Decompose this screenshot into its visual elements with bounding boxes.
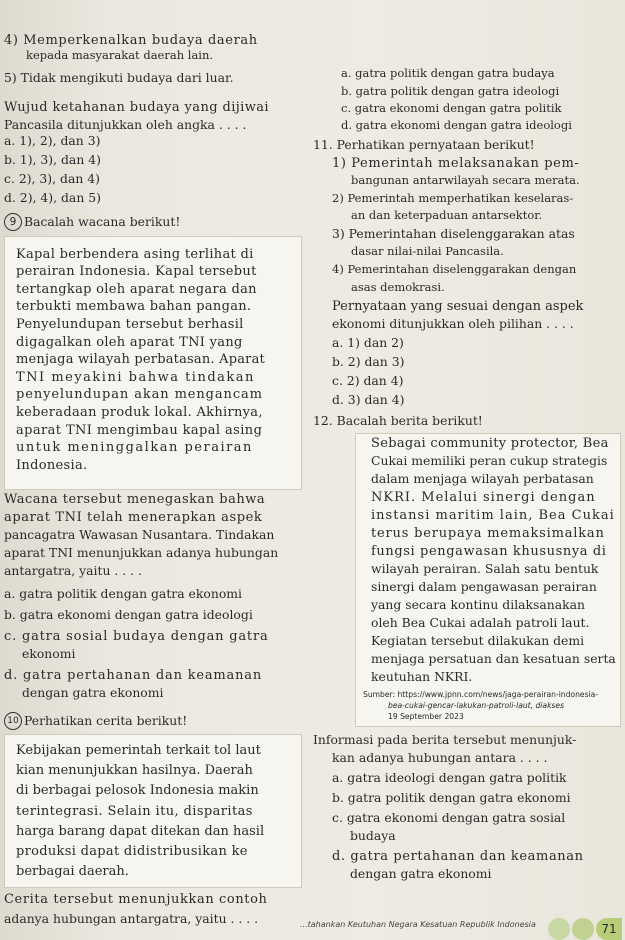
q9-passage-line: aparat TNI mengimbau kapal asing bbox=[16, 423, 263, 438]
q10-passage-line: terintegrasi. Selain itu, disparitas bbox=[16, 804, 253, 819]
q9-option-d: d. gatra pertahanan dan keamanan bbox=[4, 668, 263, 683]
q11-item-cont: bangunan antarwilayah secara merata. bbox=[351, 173, 580, 187]
q9-stem-line: aparat TNI telah menerapkan aspek bbox=[4, 510, 263, 525]
q12-option-b: b. gatra politik dengan gatra ekonomi bbox=[332, 790, 571, 805]
q9-passage-line: penyelundupan akan mengancam bbox=[16, 387, 263, 402]
q12-stem-line: kan adanya hubungan antara . . . . bbox=[332, 750, 548, 765]
q12-passage-line: fungsi pengawasan khususnya di bbox=[371, 544, 607, 559]
q12-passage-line: instansi maritim lain, Bea Cukai bbox=[371, 508, 615, 523]
q12-option-c-cont: budaya bbox=[350, 828, 396, 843]
q11-item-cont: dasar nilai-nilai Pancasila. bbox=[351, 244, 504, 258]
q12-stem-line: Informasi pada berita tersebut menunjuk- bbox=[313, 732, 577, 747]
q11-stem-line: Pernyataan yang sesuai dengan aspek bbox=[332, 299, 584, 314]
q4-stem-line-1: Wujud ketahanan budaya yang dijiwai bbox=[4, 100, 269, 115]
q10-stem-line: adanya hubungan antargatra, yaitu . . . . bbox=[4, 911, 259, 926]
q8-option-a: a. gatra politik dengan gatra budaya bbox=[341, 66, 555, 80]
q12-option-c: c. gatra ekonomi dengan gatra sosial bbox=[332, 810, 566, 825]
q9-option-d-cont: dengan gatra ekonomi bbox=[22, 685, 164, 700]
q11-item: 1) Pemerintah melaksanakan pem- bbox=[332, 156, 580, 171]
q9-passage-line: digagalkan oleh aparat TNI yang bbox=[16, 335, 243, 350]
q12-passage-line: wilayah perairan. Salah satu bentuk bbox=[371, 561, 599, 576]
q11-item-cont: asas demokrasi. bbox=[351, 280, 445, 294]
q12-passage-line: oleh Bea Cukai adalah patroli laut. bbox=[371, 615, 590, 630]
q9-stem-line: Wacana tersebut menegaskan bahwa bbox=[4, 492, 266, 507]
q9-option-a: a. gatra politik dengan gatra ekonomi bbox=[4, 586, 242, 601]
q12-passage-line: keutuhan NKRI. bbox=[371, 669, 473, 684]
q12-passage-line: sinergi dalam pengawasan perairan bbox=[371, 579, 597, 594]
q11-prompt: 11. Perhatikan pernyataan berikut! bbox=[313, 137, 535, 152]
q12-passage-line: Sebagai community protector, Bea bbox=[371, 436, 609, 451]
q12-passage-line: yang secara kontinu dilaksanakan bbox=[371, 597, 586, 612]
q9-passage-line: Indonesia. bbox=[16, 458, 88, 473]
q9-number-badge: 9 bbox=[4, 213, 22, 231]
q9-passage-line: untuk meninggalkan perairan bbox=[16, 440, 253, 455]
q10-passage-line: Kebijakan pemerintah terkait tol laut bbox=[16, 743, 261, 758]
q10-number-badge: 10 bbox=[4, 712, 22, 730]
q10-passage-line: harga barang dapat ditekan dan hasil bbox=[16, 824, 265, 839]
q9-option-c: c. gatra sosial budaya dengan gatra bbox=[4, 629, 269, 644]
q9-passage-line: Kapal berbendera asing terlihat di bbox=[16, 247, 254, 262]
q4-option-c: c. 2), 3), dan 4) bbox=[4, 171, 100, 186]
q9-stem-line: antargatra, yaitu . . . . bbox=[4, 563, 142, 578]
q9-passage-line: terbukti membawa bahan pangan. bbox=[16, 299, 252, 314]
q12-passage-line: menjaga persatuan dan kesatuan serta bbox=[371, 651, 616, 666]
q12-source-line: bea-cukai-gencar-lakukan-patroli-laut, diakses bbox=[388, 701, 565, 710]
q11-option-d: d. 3) dan 4) bbox=[332, 392, 405, 407]
q10-passage-line: kian menunjukkan hasilnya. Daerah bbox=[16, 763, 253, 778]
q9-prompt: Bacalah wacana berikut! bbox=[24, 214, 181, 229]
q4-stem-line-2: Pancasila ditunjukkan oleh angka . . . . bbox=[4, 117, 247, 132]
q12-passage-line: Cukai memiliki peran cukup strategis bbox=[371, 453, 608, 468]
q9-stem-line: pancagatra Wawasan Nusantara. Tindakan bbox=[4, 527, 275, 542]
footer-decor-dot bbox=[572, 918, 594, 940]
q9-passage-line: Penyelundupan tersebut berhasil bbox=[16, 317, 244, 332]
q12-source-line: Sumber: https://www.jpnn.com/news/jaga-perairan-indonesia- bbox=[363, 690, 599, 699]
q10-prompt: Perhatikan cerita berikut! bbox=[24, 713, 188, 728]
q11-stem-line: ekonomi ditunjukkan oleh pilihan . . . . bbox=[332, 316, 574, 331]
q9-passage-line: keberadaan produk lokal. Akhirnya, bbox=[16, 405, 263, 420]
q4-item-4: 4) Memperkenalkan budaya daerah bbox=[4, 33, 258, 48]
q8-option-c: c. gatra ekonomi dengan gatra politik bbox=[341, 101, 562, 115]
q11-option-b: b. 2) dan 3) bbox=[332, 354, 405, 369]
q8-option-b: b. gatra politik dengan gatra ideologi bbox=[341, 84, 560, 98]
q12-option-a: a. gatra ideologi dengan gatra politik bbox=[332, 770, 567, 785]
q10-passage-line: di berbagai pelosok Indonesia makin bbox=[16, 783, 259, 798]
q4-option-a: a. 1), 2), dan 3) bbox=[4, 133, 101, 148]
q9-passage-line: tertangkap oleh aparat negara dan bbox=[16, 282, 257, 297]
q9-passage-line: perairan Indonesia. Kapal tersebut bbox=[16, 264, 257, 279]
q4-item-4-cont: kepada masyarakat daerah lain. bbox=[26, 48, 214, 62]
q9-stem-line: aparat TNI menunjukkan adanya hubungan bbox=[4, 545, 279, 560]
q9-option-b: b. gatra ekonomi dengan gatra ideologi bbox=[4, 607, 253, 622]
q9-option-c-cont: ekonomi bbox=[22, 646, 76, 661]
page-number: 71 bbox=[596, 918, 622, 940]
q4-option-b: b. 1), 3), dan 4) bbox=[4, 152, 101, 167]
q4-item-5: 5) Tidak mengikuti budaya dari luar. bbox=[4, 70, 234, 85]
q12-passage-line: terus berupaya memaksimalkan bbox=[371, 526, 605, 541]
q12-option-d-cont: dengan gatra ekonomi bbox=[350, 866, 492, 881]
q12-option-d: d. gatra pertahanan dan keamanan bbox=[332, 849, 584, 864]
q8-option-d: d. gatra ekonomi dengan gatra ideologi bbox=[341, 118, 572, 132]
footer-decor-dot bbox=[548, 918, 570, 940]
q9-passage-line: TNI meyakini bahwa tindakan bbox=[16, 370, 255, 385]
q10-passage-line: produksi dapat didistribusikan ke bbox=[16, 844, 248, 859]
footer-running-title: ...tahankan Keutuhan Negara Kesatuan Republik Indonesia bbox=[300, 920, 536, 929]
q11-item: 2) Pemerintah memperhatikan keselaras- bbox=[332, 191, 574, 205]
q11-option-c: c. 2) dan 4) bbox=[332, 373, 404, 388]
q11-item-cont: an dan keterpaduan antarsektor. bbox=[351, 208, 543, 222]
q11-option-a: a. 1) dan 2) bbox=[332, 335, 404, 350]
q12-prompt: 12. Bacalah berita berikut! bbox=[313, 413, 483, 428]
q10-passage-line: berbagai daerah. bbox=[16, 864, 129, 879]
q9-passage-line: menjaga wilayah perbatasan. Aparat bbox=[16, 352, 265, 367]
q12-source-line: 19 September 2023 bbox=[388, 712, 464, 721]
q11-item: 4) Pemerintahan diselenggarakan dengan bbox=[332, 262, 577, 276]
q10-stem-line: Cerita tersebut menunjukkan contoh bbox=[4, 892, 268, 907]
q4-option-d: d. 2), 4), dan 5) bbox=[4, 190, 101, 205]
q12-passage-line: Kegiatan tersebut dilakukan demi bbox=[371, 633, 585, 648]
q12-passage-line: dalam menjaga wilayah perbatasan bbox=[371, 471, 594, 486]
q12-passage-line: NKRI. Melalui sinergi dengan bbox=[371, 490, 596, 505]
q11-item: 3) Pemerintahan diselenggarakan atas bbox=[332, 226, 575, 241]
